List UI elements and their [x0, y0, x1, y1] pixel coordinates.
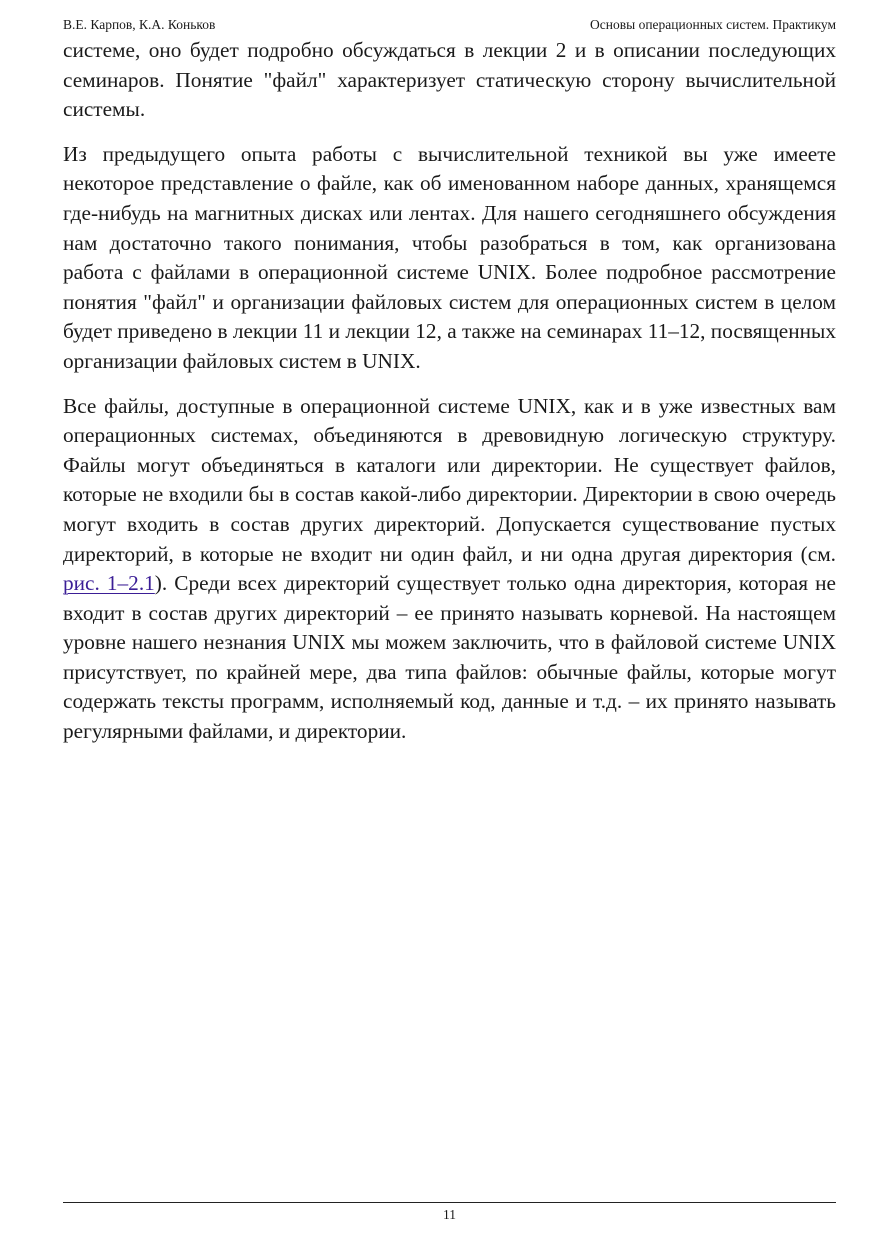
paragraph-1: системе, оно будет подробно обсуждаться в лекции 2 и в описании последующих семинаров. Понятие "файл" характеризует статическую сторону вычислительной системы.: [63, 38, 836, 122]
paragraph-3-text-end: ). Среди всех директорий существует только одна директория, которая не входит в состав других директорий – ее принято называть корневой. На настоящем уровне нашего незнания UNIX мы можем заключить, что в файловой системе UNIX присутствует, по крайней мере, два типа файлов: обычные файлы, которые могут содержать тексты программ, исполняемый код, данные и т.д. – их принято называть регулярными файлами, и директории.: [63, 571, 836, 744]
body-text: [63, 36, 836, 762]
header-book-title: Основы операционных систем. Практикум: [590, 17, 836, 32]
document-page: [63, 0, 836, 1241]
paragraph-3-text-start: Все файлы, доступные в операционной системе UNIX, как и в уже известных вам операционных системах, объединяются в древовидную логическую структуру. Файлы могут объединяться в каталоги или директории. Не существует файлов, которые не входили бы в состав какой-либо директории. Директории в свою очередь могут входить в состав других директорий. Допускается существование пустых директорий, в которые не входит ни один файл, и ни одна другая директория (см.: [63, 393, 836, 566]
running-header: [63, 16, 836, 34]
footer-divider: [63, 1202, 836, 1203]
figure-reference-link[interactable]: рис. 1–2.1: [63, 571, 155, 596]
page-number: 11: [443, 1207, 456, 1222]
paragraph-3: [63, 392, 836, 747]
header-authors: В.Е. Карпов, К.А. Коньков: [63, 17, 216, 32]
paragraph-2: Из предыдущего опыта работы с вычислительной техникой вы уже имеете некоторое представление о файле, как об именованном наборе данных, хранящемся где-нибудь на магнитных дисках или лентах. Для нашего сегодняшнего обсуждения нам достаточно такого понимания, чтобы разобраться в том, как организована работа с файлами в операционной системе UNIX. Более подробное рассмотрение понятия "файл" и организации файловых систем для операционных систем в целом будет приведено в лекции 11 и лекции 12, а также на семинарах 11–12, посвященных организации файловых систем в UNIX.: [63, 141, 837, 373]
